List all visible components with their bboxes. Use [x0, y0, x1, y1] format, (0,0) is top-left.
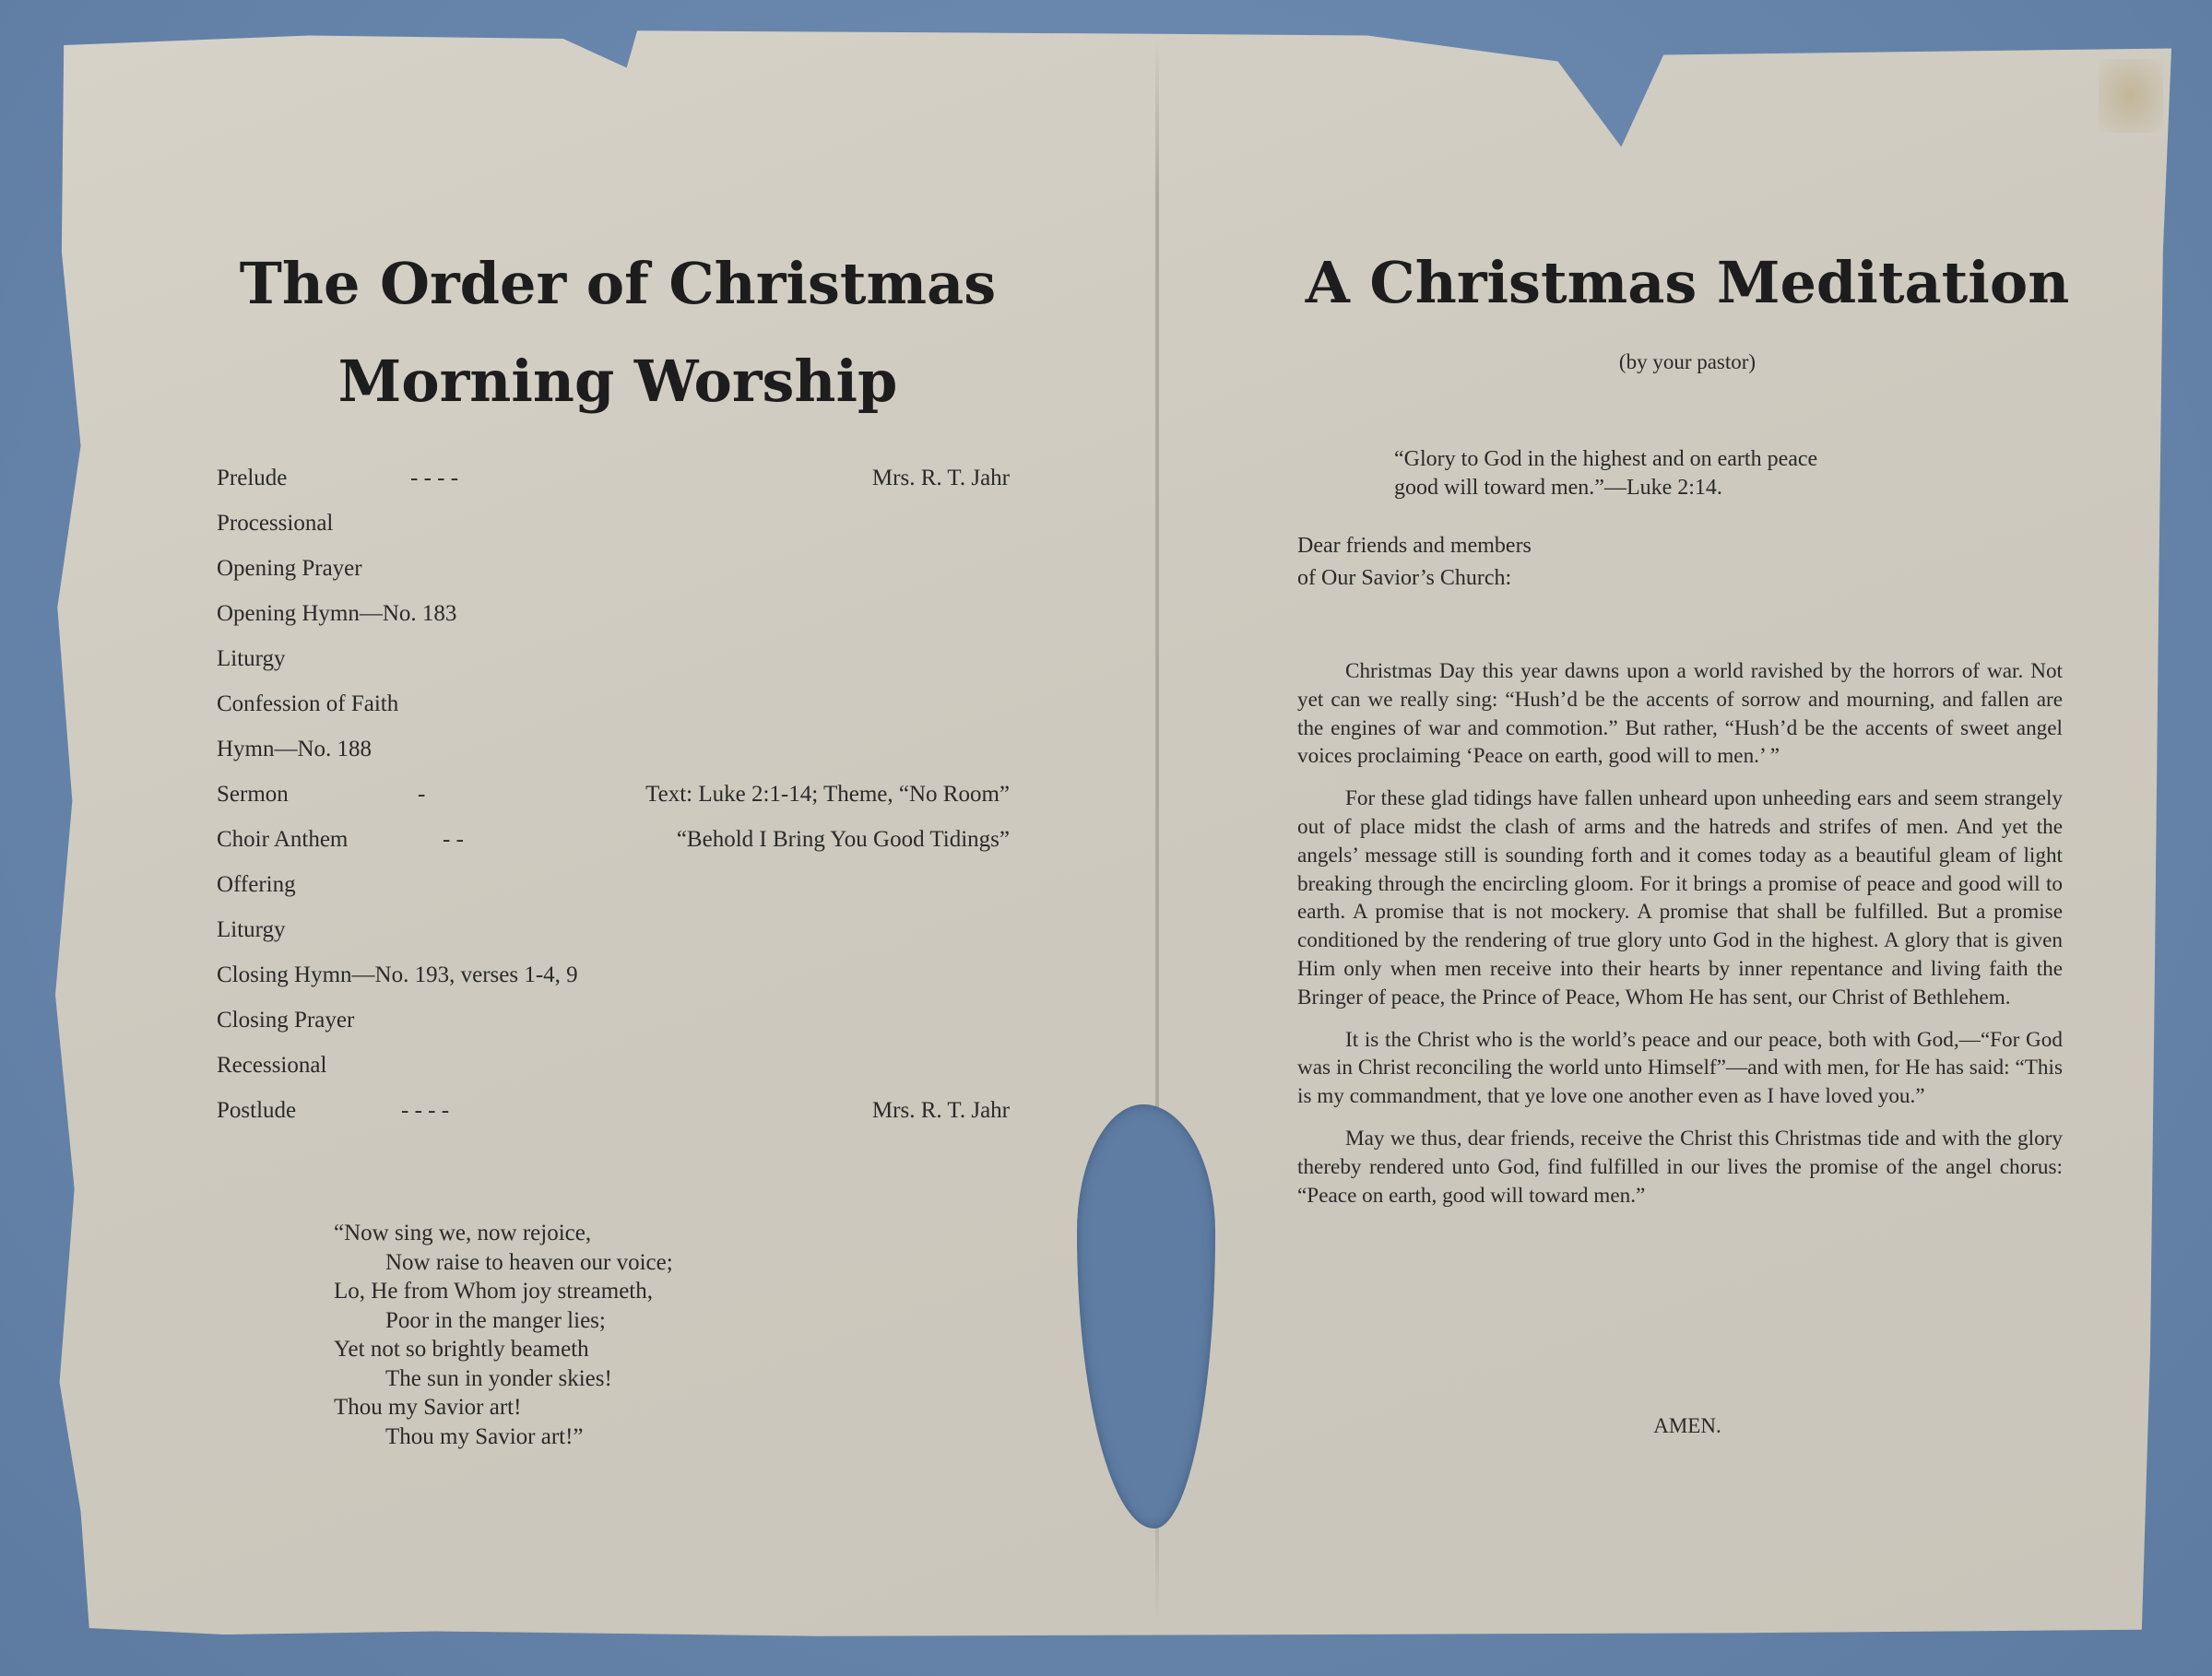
order-item-opening-prayer	[217, 549, 1010, 595]
order-item-detail: Text: Luke 2:1-14; Theme, “No Room”	[645, 782, 1010, 807]
salutation-line: Dear friends and members	[1297, 534, 1532, 558]
verse-line: Thou my Savior art!”	[385, 1423, 584, 1449]
worship-order-title	[212, 235, 1023, 431]
order-item-recessional	[217, 1046, 1010, 1092]
closing-amen: AMEN.	[1653, 1414, 1721, 1437]
order-item-offering	[217, 866, 1010, 911]
order-item-name: Sermon	[217, 782, 289, 807]
verse-line: “Now sing we, now rejoice,	[334, 1221, 592, 1245]
order-item-detail: Mrs. R. T. Jahr	[871, 466, 1010, 490]
order-item-name: Liturgy	[217, 917, 286, 942]
order-item-hymn	[217, 730, 1010, 775]
order-item-leaders: - - - -	[401, 1098, 450, 1123]
order-item-prelude	[217, 459, 1010, 504]
order-item-leaders: - -	[443, 827, 464, 852]
verse-line: Yet not so brightly beameth	[334, 1337, 589, 1362]
paper-stain	[2099, 59, 2163, 133]
verse-line: The sun in yonder skies!	[385, 1365, 612, 1391]
epigraph-line: “Glory to God in the highest and on earth peace	[1394, 447, 1818, 471]
order-item-postlude	[217, 1092, 1010, 1137]
meditation-body	[1297, 657, 2063, 1223]
title-line-1: The Order of Christmas	[239, 250, 997, 317]
order-item-name: Postlude	[217, 1098, 297, 1123]
hymn-verse	[334, 1219, 813, 1451]
order-item-name: Recessional	[217, 1053, 327, 1078]
title-line-2: Morning Worship	[337, 348, 898, 415]
epigraph-line: good will toward men.”—Luke 2:14.	[1394, 476, 1722, 500]
order-item-name: Opening Hymn—No. 183	[217, 601, 457, 626]
meditation-paragraph: It is the Christ who is the world’s peace and our peace, both with God,—“For God was in Christ reconciling the world unto Himself”—and with men, for He has said: “This is my commandment, that ye love one another even as I have loved you.”	[1297, 1027, 2063, 1109]
order-item-processional	[217, 504, 1010, 549]
verse-line: Thou my Savior art!	[334, 1395, 522, 1420]
order-item-name: Offering	[217, 872, 296, 897]
verse-line: Poor in the manger lies;	[385, 1307, 606, 1333]
order-item-confession	[217, 685, 1010, 730]
order-item-leaders: -	[418, 782, 426, 807]
order-item-detail: “Behold I Bring You Good Tidings”	[676, 827, 1010, 852]
meditation-title: A Christmas Meditation	[1305, 249, 2070, 316]
order-item-name: Confession of Faith	[217, 691, 399, 716]
order-item-opening-hymn	[217, 595, 1010, 640]
order-item-name: Choir Anthem	[217, 827, 349, 852]
order-item-name: Hymn—No. 188	[217, 737, 373, 761]
byline: (by your pastor)	[1618, 350, 1757, 373]
order-item-name: Closing Hymn—No. 193, verses 1-4, 9	[217, 962, 578, 987]
meditation-paragraph: May we thus, dear friends, receive the Christ this Christmas tide and with the glory thereby rendered unto God, find fulfilled in our lives the promise of the angel chorus: “Peace on earth, good will toward men.”	[1297, 1126, 2063, 1208]
meditation-paragraph: Christmas Day this year dawns upon a world ravished by the horrors of war. Not yet can we really sing: “Hush’d be the accents of sorrow and mourning, and fallen are the engines of war and commotion.” But rather, “Hush’d be the accents of sweet angel voices proclaiming ‘Peace on earth, good will to men.’ ”	[1297, 659, 2063, 769]
order-item-name: Prelude	[217, 466, 288, 490]
order-item-liturgy	[217, 911, 1010, 956]
order-item-name: Processional	[217, 511, 334, 536]
order-item-choir-anthem	[217, 820, 1010, 866]
order-of-service	[217, 459, 1010, 1137]
salutation-line: of Our Savior’s Church:	[1297, 566, 1512, 590]
order-item-name: Closing Prayer	[217, 1008, 355, 1033]
order-item-name: Opening Prayer	[217, 556, 362, 581]
order-item-leaders: - - - -	[410, 466, 459, 490]
order-item-detail: Mrs. R. T. Jahr	[871, 1098, 1010, 1123]
meditation-paragraph: For these glad tidings have fallen unheard upon unheeding ears and seem strangely out of place midst the clash of arms and the hatreds and strifes of men. And yet the angels’ message still is sounding forth and it comes today as a beautiful gleam of light breaking through the encircling gloom. For it brings a promise of peace and good will to earth. A promise that is not mockery. A promise that shall be fulfilled. But a promise conditioned by the rendering of true glory unto God in the highest. A glory that is given Him only when men receive into their hearts by inner repentance and living faith the Bringer of peace, the Prince of Peace, Whom He has sent, our Christ of Bethlehem.	[1297, 786, 2063, 1009]
order-item-sermon	[217, 775, 1010, 820]
order-item-liturgy	[217, 640, 1010, 685]
order-item-name: Liturgy	[217, 646, 286, 671]
salutation	[1297, 530, 1851, 595]
order-item-closing-prayer	[217, 1001, 1010, 1046]
scripture-epigraph	[1394, 445, 1984, 502]
order-item-closing-hymn	[217, 956, 1010, 1001]
verse-line: Now raise to heaven our voice;	[385, 1249, 673, 1275]
verse-line: Lo, He from Whom joy streameth,	[334, 1279, 653, 1304]
